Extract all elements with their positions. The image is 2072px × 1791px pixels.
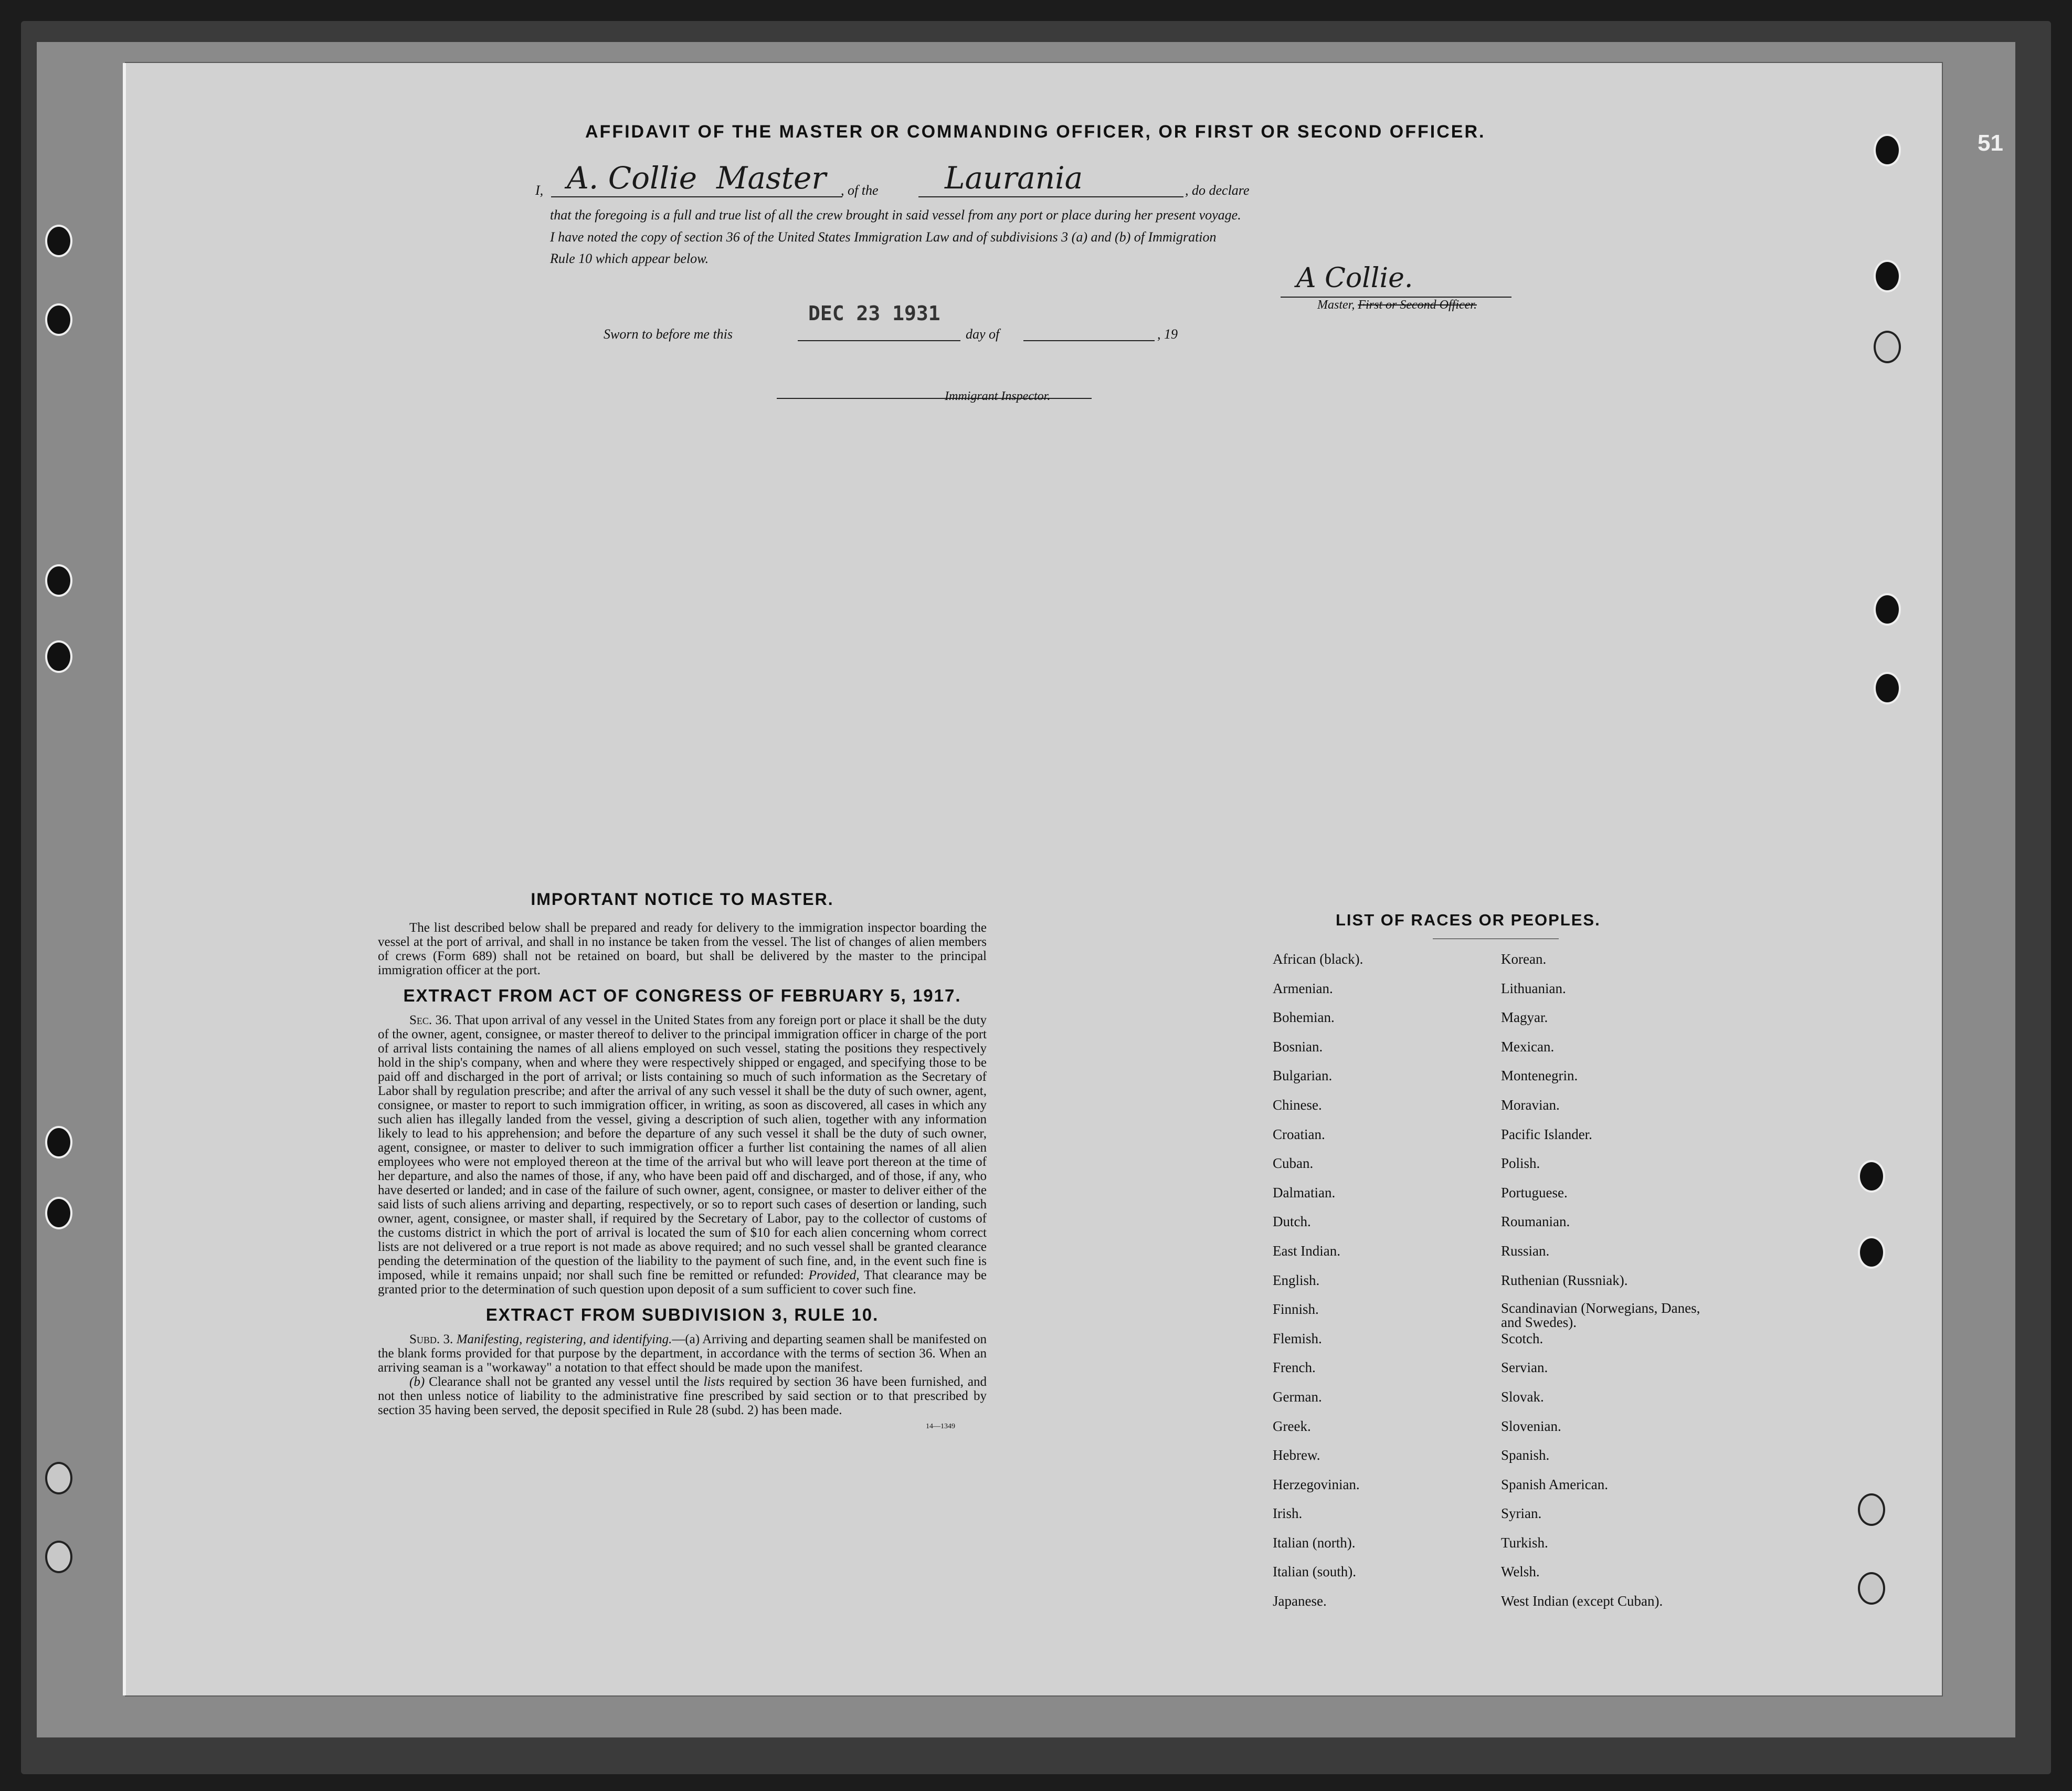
signer-title-master: Master, — [1317, 298, 1355, 312]
race-item: Servian. — [1501, 1360, 1548, 1376]
binding-hole — [1874, 260, 1901, 292]
race-item: German. — [1273, 1388, 1322, 1405]
race-item: Spanish. — [1501, 1447, 1550, 1463]
signature: A Collie. — [1296, 262, 1413, 294]
race-item: Pacific Islander. — [1501, 1126, 1592, 1142]
date-stamp: DEC 23 1931 — [808, 302, 940, 325]
day-of-text: day of — [966, 326, 1000, 342]
race-item: Magyar. — [1501, 1009, 1548, 1026]
binding-hole — [45, 1197, 72, 1229]
handwritten-vessel: Laurania — [945, 160, 1083, 196]
race-item: Finnish. — [1273, 1301, 1319, 1318]
race-item: Italian (north). — [1273, 1534, 1356, 1551]
race-item: Spanish American. — [1501, 1476, 1608, 1492]
binding-hole — [1858, 1572, 1885, 1605]
binding-hole — [1858, 1493, 1885, 1526]
name-underline — [551, 196, 842, 197]
binding-hole — [45, 1126, 72, 1158]
race-item: Russian. — [1501, 1242, 1550, 1259]
race-item: Greek. — [1273, 1418, 1311, 1434]
race-item: Chinese. — [1273, 1097, 1322, 1113]
binding-hole — [45, 640, 72, 673]
race-item: Bulgarian. — [1273, 1068, 1333, 1084]
race-item: Italian (south). — [1273, 1564, 1356, 1580]
sworn-day-line — [798, 340, 960, 341]
signature-line — [1281, 297, 1511, 298]
race-item: Ruthenian (Russniak). — [1501, 1272, 1628, 1288]
race-item: Scotch. — [1501, 1330, 1544, 1346]
rule-title: EXTRACT FROM SUBDIVISION 3, RULE 10. — [485, 1305, 879, 1324]
race-item: Bosnian. — [1273, 1038, 1323, 1055]
race-item: Scandinavian (Norwegians, Danes, and Swedes). — [1501, 1300, 1700, 1331]
sworn-text: Sworn to before me this — [604, 326, 733, 342]
handwritten-name: A. Collie — [567, 160, 697, 196]
race-item: Turkish. — [1501, 1534, 1548, 1551]
page-number: 51 — [1978, 130, 2003, 156]
affidavit-of-the: , of the — [841, 183, 879, 198]
notice-paragraph: The list described below shall be prepared and ready for delivery to the immigration inspector boarding the vessel at the port of arrival, and shall in no instance be taken from the vessel. The list of changes of alien members of crews (Form 689) shall not be retained on board, but shall be delivered by the master to the principal immigration officer at the port. — [378, 921, 987, 977]
races-title: LIST OF RACES OR PEOPLES. — [1336, 911, 1601, 929]
year-text: , 19 — [1157, 326, 1178, 342]
race-item: Lithuanian. — [1501, 980, 1566, 996]
race-item: Dutch. — [1273, 1214, 1311, 1230]
race-item: French. — [1273, 1360, 1316, 1376]
form-code: 14—1349 — [926, 1423, 955, 1430]
race-item: Mexican. — [1501, 1038, 1555, 1055]
race-item: Croatian. — [1273, 1126, 1325, 1142]
race-item: Slovak. — [1501, 1388, 1544, 1405]
race-item: Japanese. — [1273, 1593, 1327, 1609]
race-item: Slovenian. — [1501, 1418, 1561, 1434]
affidavit-line3: I have noted the copy of section 36 of the United States Immigration Law and of subdivisions 3 (a) and (b) of Immigration — [550, 229, 1217, 245]
affidavit-line2: that the foregoing is a full and true list of all the crew brought in said vessel from any port or place during her present voyage. — [550, 207, 1241, 223]
race-item: Dalmatian. — [1273, 1184, 1336, 1200]
inspector-label: Immigrant Inspector. — [945, 389, 1051, 403]
race-item: Portuguese. — [1501, 1184, 1568, 1200]
affidavit-declare: , do declare — [1185, 183, 1250, 198]
race-item: Welsh. — [1501, 1564, 1540, 1580]
race-item: Irish. — [1273, 1505, 1303, 1522]
race-item: Roumanian. — [1501, 1214, 1570, 1230]
sworn-month-line — [1023, 340, 1155, 341]
binding-hole — [1874, 672, 1901, 704]
affidavit-i: I, — [535, 183, 544, 198]
race-item: Moravian. — [1501, 1097, 1560, 1113]
race-item: West Indian (except Cuban). — [1501, 1593, 1663, 1609]
race-item: African (black). — [1273, 951, 1363, 967]
binding-hole — [45, 1462, 72, 1494]
subd-b-text: (b) Clearance shall not be granted any vessel until the lists required by section 36 have been furnished, and not then unless notice of liability to the administrative fine prescribed by said section or to that prescribed by section 35 having been served, the deposit specified in Rule 28 (subd. 2) has been made. — [378, 1375, 987, 1417]
races-left-column — [1273, 951, 1363, 1623]
act-title: EXTRACT FROM ACT OF CONGRESS OF FEBRUARY 5, 1917. — [403, 986, 961, 1005]
race-item: Armenian. — [1273, 980, 1333, 996]
race-item: Hebrew. — [1273, 1447, 1320, 1463]
notice-title: IMPORTANT NOTICE TO MASTER. — [531, 890, 834, 909]
race-item: Korean. — [1501, 951, 1547, 967]
notice-column — [378, 890, 987, 1431]
binding-hole — [1874, 593, 1901, 626]
races-right-column — [1501, 951, 1721, 1623]
sec36-text: Sec. 36. That upon arrival of any vessel in the United States from any foreign port or place it shall be the duty of the owner, agent, consignee, or master thereof to deliver to the principal immigration officer in charge of the port of arrival lists containing the names of all aliens employed on such vessel, stating the positions they respectively hold in the ship's company, when and where they were respectively shipped or engaged, and specifying those to be paid off and discharged in the port of arrival; or lists containing so much of such information as the Secretary of Labor shall by regulation prescribe; and after the arrival of any such vessel it shall be the duty of such owner, agent, consignee, or master to report to such immigration officer, in writing, as soon as discovered, all cases in which any such alien has illegally landed from the vessel, giving a description of such alien, together with any information likely to lead to his apprehension; and before the departure of any such vessel it shall be the duty of such owner, agent, consignee, or master to deliver to such immigration officer a further list containing the names of all alien employees who were not employed thereon at the time of the arrival but who will leave port thereon at the time of her departure, and also the names of those, if any, who have been paid off and discharged, and of those, if any, who have deserted or landed; and in case of the failure of such owner, agent, consignee, or master to deliver either of the said lists of such aliens arriving and departing, respectively, or so to report such cases of desertion or landing, such owner, agent, consignee, or master shall, if required by the Secretary of Labor, pay to the collector of customs of the customs district in which the port of arrival is located the sum of $10 for each alien concerning whom correct lists are not delivered or a true report is not made as above required; and no such vessel shall be granted clearance pending the determination of the question of the liability to the payment of such fine, and, in the event such fine is imposed, while it remains unpaid; nor shall such fine be remitted or refunded: Provided, That clearance may be granted prior to the determination of such question upon deposit of a sum sufficient to cover such fine. — [378, 1013, 987, 1297]
affidavit-line4: Rule 10 which appear below. — [550, 251, 709, 266]
binding-hole — [1858, 1160, 1885, 1193]
race-item: East Indian. — [1273, 1242, 1340, 1259]
binding-hole — [45, 303, 72, 336]
affidavit-heading: AFFIDAVIT OF THE MASTER OR COMMANDING OFFICER, OR FIRST OR SECOND OFFICER. — [585, 122, 1486, 142]
binding-hole — [45, 564, 72, 597]
binding-hole — [45, 1541, 72, 1573]
signer-title-struck: First or Second Officer. — [1358, 298, 1477, 312]
race-item: Flemish. — [1273, 1330, 1322, 1346]
race-item: Montenegrin. — [1501, 1068, 1578, 1084]
race-item: Cuban. — [1273, 1155, 1314, 1172]
subd-a-text: Subd. 3. Manifesting, registering, and identifying.—(a) Arriving and departing seamen shall be manifested on the blank forms provided for that purpose by the department, in accordance with the terms of section 36. When an arriving seaman is a "workaway" a notation to that effect should be made upon the manifest. — [378, 1332, 987, 1375]
vessel-underline — [918, 196, 1183, 197]
binding-hole — [1874, 331, 1901, 363]
binding-hole — [1874, 134, 1901, 166]
race-item: Herzegovinian. — [1273, 1476, 1360, 1492]
binding-hole — [45, 225, 72, 257]
handwritten-rank: Master — [716, 160, 827, 196]
race-item: Syrian. — [1501, 1505, 1542, 1522]
manifest-page — [126, 63, 1942, 1695]
race-item: Polish. — [1501, 1155, 1540, 1172]
race-item: English. — [1273, 1272, 1320, 1288]
signer-title — [1317, 298, 1477, 312]
binding-hole — [1858, 1236, 1885, 1269]
race-item: Bohemian. — [1273, 1009, 1335, 1026]
